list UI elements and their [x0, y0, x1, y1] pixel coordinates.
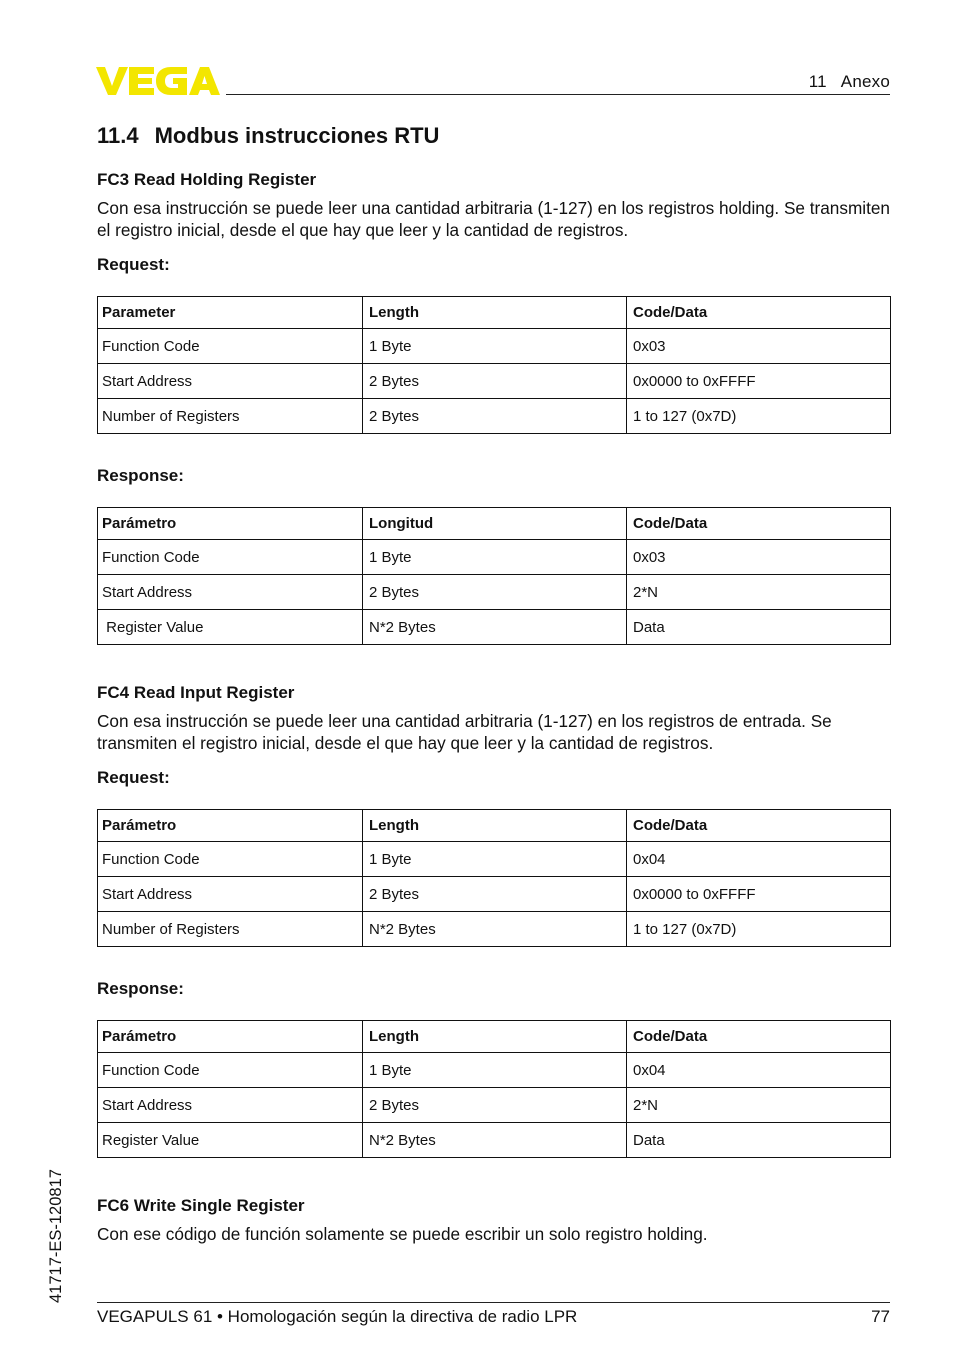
- table-cell: Number of Registers: [98, 399, 363, 434]
- table-header-cell: Code/Data: [627, 1021, 891, 1053]
- table-cell: 2 Bytes: [363, 575, 627, 610]
- table-header-cell: Code/Data: [627, 508, 891, 540]
- fc3-response-label: Response:: [97, 466, 184, 485]
- table-cell: Function Code: [98, 540, 363, 575]
- fc4-request-table: [97, 809, 891, 947]
- table-row: [98, 1123, 891, 1158]
- table-cell: Start Address: [98, 877, 363, 912]
- table-header-row: [98, 810, 891, 842]
- table-cell: Data: [627, 1123, 891, 1158]
- table-cell: 0x04: [627, 842, 891, 877]
- table-cell: N*2 Bytes: [363, 610, 627, 645]
- section-heading: Modbus instrucciones RTU: [154, 123, 440, 148]
- fc4-description: Con esa instrucción se puede leer una cantidad arbitraria (1-127) en los registros de entrada. Se transmiten el registro inicial, desde el que hay que leer y la cantidad de registros.: [97, 711, 832, 753]
- section-title: [97, 123, 439, 149]
- table-row: [98, 364, 891, 399]
- table-row: [98, 399, 891, 434]
- vega-logo: [96, 64, 220, 98]
- table-cell: 2*N: [627, 1088, 891, 1123]
- table-row: [98, 877, 891, 912]
- table-cell: 1 to 127 (0x7D): [627, 399, 891, 434]
- table-header-row: [98, 1021, 891, 1053]
- fc3-description: Con esa instrucción se puede leer una cantidad arbitraria (1-127) en los registros holding. Se transmiten el registro inicial, desde el que hay que leer y la cantidad de registros.: [97, 198, 890, 240]
- table-row: [98, 329, 891, 364]
- table-cell: 1 Byte: [363, 1053, 627, 1088]
- table-header-cell: Longitud: [363, 508, 627, 540]
- table-cell: 0x0000 to 0xFFFF: [627, 364, 891, 399]
- table-cell: Start Address: [98, 575, 363, 610]
- table-row: [98, 575, 891, 610]
- table-header-row: [98, 297, 891, 329]
- table-header-cell: Parámetro: [98, 1021, 363, 1053]
- table-cell: Register Value: [98, 1123, 363, 1158]
- footer-title: VEGAPULS 61 • Homologación según la directiva de radio LPR: [97, 1307, 578, 1326]
- table-cell: 0x04: [627, 1053, 891, 1088]
- table-cell: Function Code: [98, 1053, 363, 1088]
- table-cell: 2*N: [627, 575, 891, 610]
- table-header-row: [98, 508, 891, 540]
- table-cell: 2 Bytes: [363, 364, 627, 399]
- footer-rule: [97, 1302, 890, 1303]
- table-cell: Data: [627, 610, 891, 645]
- table-cell: 1 Byte: [363, 540, 627, 575]
- fc4-request-label: Request:: [97, 768, 170, 787]
- table-cell: Register Value: [98, 610, 363, 645]
- table-header-cell: Length: [363, 297, 627, 329]
- chapter-header: [809, 72, 890, 92]
- table-header-cell: Parameter: [98, 297, 363, 329]
- table-header-cell: Code/Data: [627, 297, 891, 329]
- table-row: [98, 1053, 891, 1088]
- table-cell: Function Code: [98, 842, 363, 877]
- table-cell: 1 Byte: [363, 842, 627, 877]
- chapter-number: 11: [808, 72, 827, 91]
- table-header-cell: Code/Data: [627, 810, 891, 842]
- fc3-request-label: Request:: [97, 255, 170, 274]
- page-number: 77: [871, 1307, 890, 1326]
- table-header-cell: Parámetro: [98, 810, 363, 842]
- table-cell: Function Code: [98, 329, 363, 364]
- fc6-description: Con ese código de función solamente se puede escribir un solo registro holding.: [97, 1224, 708, 1244]
- table-row: [98, 912, 891, 947]
- fc4-title: FC4 Read Input Register: [97, 683, 295, 702]
- table-cell: 0x03: [627, 329, 891, 364]
- fc6-title: FC6 Write Single Register: [97, 1196, 305, 1215]
- fc4-response-label: Response:: [97, 979, 184, 998]
- table-cell: 2 Bytes: [363, 877, 627, 912]
- table-row: [98, 610, 891, 645]
- chapter-title: Anexo: [840, 72, 890, 91]
- table-header-cell: Parámetro: [98, 508, 363, 540]
- table-header-cell: Length: [363, 810, 627, 842]
- section-number: 11.4: [97, 123, 139, 148]
- table-cell: N*2 Bytes: [363, 912, 627, 947]
- table-cell: 0x0000 to 0xFFFF: [627, 877, 891, 912]
- fc4-response-table: [97, 1020, 891, 1158]
- table-row: [98, 842, 891, 877]
- table-header-cell: Length: [363, 1021, 627, 1053]
- table-cell: 2 Bytes: [363, 1088, 627, 1123]
- document-code: 41717-ES-120817: [47, 1169, 65, 1303]
- table-cell: 1 to 127 (0x7D): [627, 912, 891, 947]
- header-rule: [226, 94, 890, 95]
- table-cell: Start Address: [98, 364, 363, 399]
- table-row: [98, 1088, 891, 1123]
- fc3-response-table: [97, 507, 891, 645]
- table-cell: Start Address: [98, 1088, 363, 1123]
- fc3-title: FC3 Read Holding Register: [97, 170, 317, 189]
- fc3-request-table: [97, 296, 891, 434]
- table-cell: 2 Bytes: [363, 399, 627, 434]
- table-cell: N*2 Bytes: [363, 1123, 627, 1158]
- table-cell: 1 Byte: [363, 329, 627, 364]
- table-cell: 0x03: [627, 540, 891, 575]
- table-cell: Number of Registers: [98, 912, 363, 947]
- table-row: [98, 540, 891, 575]
